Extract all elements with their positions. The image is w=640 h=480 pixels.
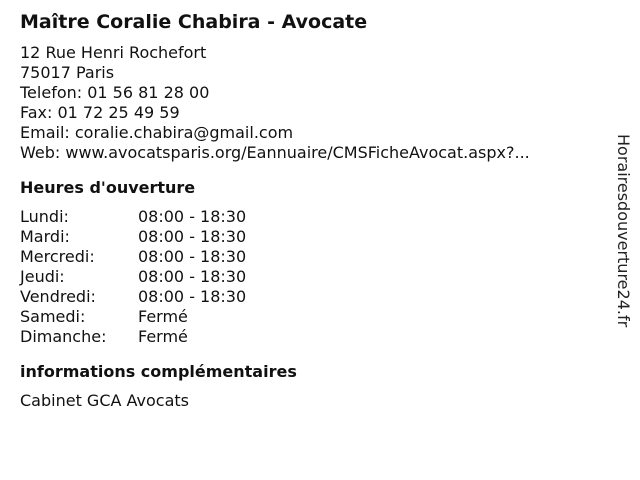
day-label: Samedi: xyxy=(20,307,86,326)
info-heading: informations complémentaires xyxy=(20,362,297,381)
hours-value: 08:00 - 18:30 xyxy=(138,287,247,306)
website-url: Web: www.avocatsparis.org/Eannuaire/CMSFicheAvocat.aspx?... xyxy=(20,143,530,162)
hours-value: 08:00 - 18:30 xyxy=(138,207,247,226)
email-address: Email: coralie.chabira@gmail.com xyxy=(20,123,294,142)
day-label: Mardi: xyxy=(20,227,70,246)
opening-hours-list xyxy=(20,207,610,347)
contact-block xyxy=(20,43,610,163)
day-label: Dimanche: xyxy=(20,327,107,346)
hours-heading: Heures d'ouverture xyxy=(20,178,196,197)
hours-row-monday xyxy=(20,207,610,227)
hours-value: 08:00 - 18:30 xyxy=(138,267,247,286)
hours-value: Fermé xyxy=(138,327,188,346)
site-watermark: Horairesdouverture24.fr xyxy=(614,134,633,328)
hours-row-saturday xyxy=(20,307,610,327)
hours-value: Fermé xyxy=(138,307,188,326)
page-title: Maître Coralie Chabira - Avocate xyxy=(20,11,368,33)
day-label: Vendredi: xyxy=(20,287,96,306)
hours-value: 08:00 - 18:30 xyxy=(138,227,247,246)
hours-row-sunday xyxy=(20,327,610,347)
hours-value: 08:00 - 18:30 xyxy=(138,247,247,266)
day-label: Mercredi: xyxy=(20,247,95,266)
hours-row-thursday xyxy=(20,267,610,287)
hours-row-tuesday xyxy=(20,227,610,247)
phone-number: Telefon: 01 56 81 28 00 xyxy=(20,83,210,102)
hours-row-wednesday xyxy=(20,247,610,267)
city-address: 75017 Paris xyxy=(20,63,115,82)
hours-row-friday xyxy=(20,287,610,307)
business-card xyxy=(20,10,610,411)
fax-number: Fax: 01 72 25 49 59 xyxy=(20,103,180,122)
street-address: 12 Rue Henri Rochefort xyxy=(20,43,207,62)
info-text: Cabinet GCA Avocats xyxy=(20,391,189,410)
day-label: Lundi: xyxy=(20,207,69,226)
day-label: Jeudi: xyxy=(20,267,65,286)
